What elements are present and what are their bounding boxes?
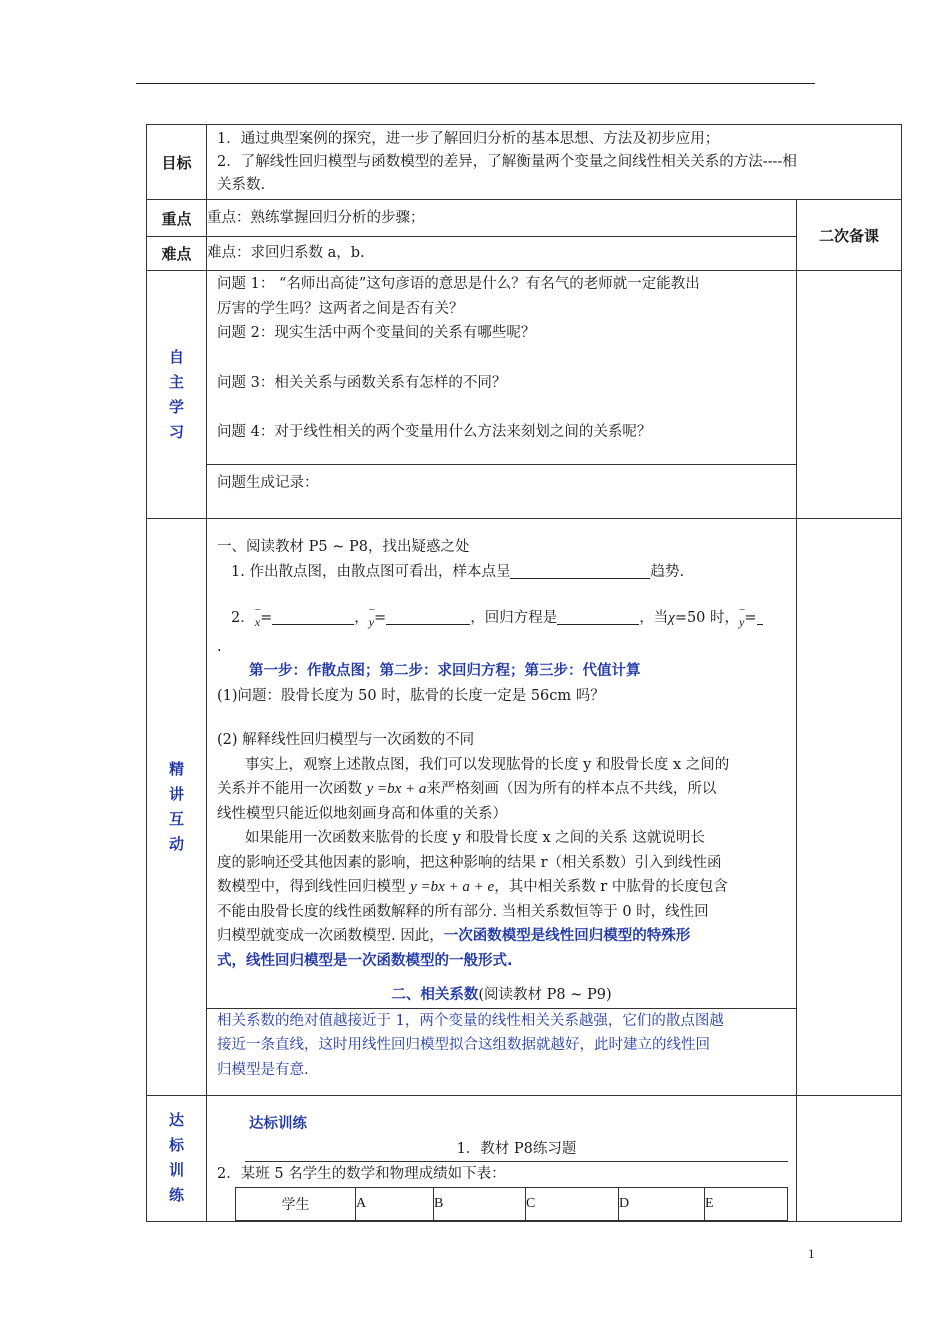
blank-x-mean[interactable] bbox=[272, 608, 354, 625]
paragraph-2b: 度的影响还受其他因素的影响，把这种影响的结果 r（相关系数）引入到线性函 bbox=[217, 854, 722, 871]
practice-item-1: 1．教材 P8练习题 bbox=[245, 1137, 788, 1163]
score-table bbox=[235, 1187, 788, 1221]
table-header-cell: B bbox=[434, 1187, 526, 1220]
question-1b: 厉害的学生吗？这两者之间是否有关？ bbox=[217, 300, 464, 317]
paragraph-2a: 如果能用一次函数来肱骨的长度 y 和股骨长度 x 之间的关系 这就说明长 bbox=[245, 830, 705, 846]
goal-line-3: 关系数. bbox=[217, 176, 266, 193]
read-instruction: 一、阅读教材 P5 ~ P8，找出疑惑之处 bbox=[217, 539, 470, 555]
table-header-cell: C bbox=[526, 1187, 619, 1220]
item-2: 2．− x= ，− y= ，回归方程是 ，当χ=50 时，− y= bbox=[217, 606, 788, 635]
table-row bbox=[236, 1187, 788, 1220]
practice-cell bbox=[207, 1096, 797, 1222]
paragraph-2e: 归模型就变成一次函数模型. 因此，一次函数模型是线性回归模型的特殊形 bbox=[217, 928, 691, 944]
lecture-cell: 一、阅读教材 P5 ~ P8，找出疑惑之处 1. 作出散点图，由散点图可看出，样本点呈 趋势. 2．− x= ，− y= ，回归方程是 ，当χ=50 时，− y= . 第一步：作散点图；第二步：求回归方程；第三步：代值计算 (1)问题：股骨长度为 50 时，肱骨的长度一定是 56cm 吗？ (2) 解释线性回归模型与一次函数的不同 事实上，观察上述散点图，我们可以发现肱骨的长度 y 和股骨长度 x 之间的 关系并不能用一次函数 y =bx + a来严格刻画（因为所有的样本点不共线，所以 线性模型只能近似地刻画身高和体重的关系） 如果能用一次函数来肱骨的长度 y 和股骨长度 x 之间的关系 这就说明长 度的影响还受其他因素的影响，把这种影响的结果 r（相关系数）引入到线性函 数模型中，得到线性回归模型 y =bx + a + e，其中相关系数 r 中肱骨的长度包含 不能由股骨长度的线性函数解释的所有部分. 当相关系数恒等于 0 时，线性回 归模型就变成一次函数模型. 因此，一次函数模型是线性回归模型的特殊形 式，线性回归模型是一次函数模型的一般形式. 二、相关系数(阅读教材 P8 ~ P9) 相关系数的绝对值越接近于 1，两个变量的线性相关关系越强，它们的散点图越 接近一条直线，这时用线性回归模型拟合这组数据就越好，此时建立的线性回 归模型是有意. bbox=[207, 519, 797, 1096]
blank-regression[interactable] bbox=[557, 608, 639, 625]
table-header-cell: E bbox=[705, 1187, 788, 1220]
key-point-text: 重点：熟练掌握回归分析的步骤； bbox=[207, 200, 797, 237]
correlation-a: 相关系数的绝对值越接近于 1，两个变量的线性相关关系越强，它们的散点图越 bbox=[217, 1012, 724, 1029]
practice-item-2: 2．某班 5 名学生的数学和物理成绩如下表： bbox=[217, 1166, 506, 1182]
table-header-cell: A bbox=[356, 1187, 434, 1220]
paragraph-1b: 关系并不能用一次函数 y =bx + a来严格刻画（因为所有的样本点不共线，所以 bbox=[217, 781, 717, 797]
goal-line-2: 2．了解线性回归模型与函数模型的差异，了解衡量两个变量之间线性相关关系的方法----相 bbox=[217, 153, 797, 170]
blank-trend[interactable] bbox=[510, 562, 650, 579]
second-prep-label: 二次备课 bbox=[797, 200, 902, 271]
table-header-cell: D bbox=[619, 1187, 705, 1220]
key-label: 重点 bbox=[147, 200, 207, 237]
question-bone: (1)问题：股骨长度为 50 时，肱骨的长度一定是 56cm 吗？ bbox=[217, 687, 605, 704]
explain-title: (2) 解释线性回归模型与一次函数的不同 bbox=[217, 732, 475, 748]
question-2: 问题 2：现实生活中两个变量间的关系有哪些呢？ bbox=[217, 325, 536, 341]
paragraph-1a: 事实上，观察上述散点图，我们可以发现肱骨的长度 y 和股骨长度 x 之间的 bbox=[245, 756, 730, 773]
self-study-cell bbox=[207, 271, 797, 519]
second-prep-cell-1 bbox=[797, 271, 902, 519]
correlation-b: 接近一条直线，这时用线性回归模型拟合这组数据就越好，此时建立的线性回 bbox=[217, 1037, 710, 1053]
goal-cell bbox=[207, 125, 902, 200]
paragraph-2c: 数模型中，得到线性回归模型 y =bx + a + e，其中相关系数 r 中肱骨的长度包含 bbox=[217, 879, 728, 895]
record-label: 问题生成记录： bbox=[217, 475, 319, 491]
paragraph-1c: 线性模型只能近似地刻画身高和体重的关系） bbox=[217, 805, 507, 822]
question-3: 问题 3：相关关系与函数关系有怎样的不同？ bbox=[217, 374, 507, 391]
practice-title: 达标训练 bbox=[249, 1116, 307, 1132]
self-study-label: 自 主 学 习 bbox=[147, 271, 207, 519]
question-1a: 问题 1： “名师出高徒”这句彦语的意思是什么？有名气的老师就一定能教出 bbox=[217, 276, 700, 292]
blank-y-value[interactable] bbox=[757, 608, 763, 625]
practice-label: 达 标 训 练 bbox=[147, 1096, 207, 1222]
goal-label: 目标 bbox=[147, 125, 207, 200]
steps-text: 第一步：作散点图；第二步：求回归方程；第三步：代值计算 bbox=[249, 663, 641, 679]
goal-line-1: 1．通过典型案例的探究，进一步了解回归分析的基本思想、方法及初步应用； bbox=[217, 130, 720, 147]
second-prep-cell-2 bbox=[797, 519, 902, 1096]
question-4: 问题 4：对于线性相关的两个变量用什么方法来刻划之间的关系呢？ bbox=[217, 424, 652, 440]
y-bar-symbol: − y bbox=[369, 610, 374, 635]
blank-y-mean[interactable] bbox=[386, 608, 470, 625]
difficult-point-text: 难点：求回归系数 a，b. bbox=[207, 237, 797, 271]
item-1: 1. 作出散点图，由散点图可看出，样本点呈 趋势. bbox=[231, 563, 685, 580]
page-number: 1 bbox=[808, 1246, 815, 1261]
x-bar-symbol: − x bbox=[255, 610, 260, 635]
section-2-heading: 二、相关系数(阅读教材 P8 ~ P9) bbox=[207, 983, 796, 1009]
header-rule bbox=[136, 83, 815, 84]
correlation-c: 归模型是有意. bbox=[217, 1061, 309, 1078]
lesson-plan-table bbox=[146, 124, 902, 1222]
paragraph-2f: 式，线性回归模型是一次函数模型的一般形式. bbox=[217, 952, 513, 969]
second-prep-cell-3 bbox=[797, 1096, 902, 1222]
difficult-label: 难点 bbox=[147, 237, 207, 271]
lecture-label: 精 讲 互 动 bbox=[147, 519, 207, 1096]
table-header-student: 学生 bbox=[236, 1187, 356, 1220]
paragraph-2d: 不能由股骨长度的线性函数解释的所有部分. 当相关系数恒等于 0 时，线性回 bbox=[217, 903, 709, 920]
